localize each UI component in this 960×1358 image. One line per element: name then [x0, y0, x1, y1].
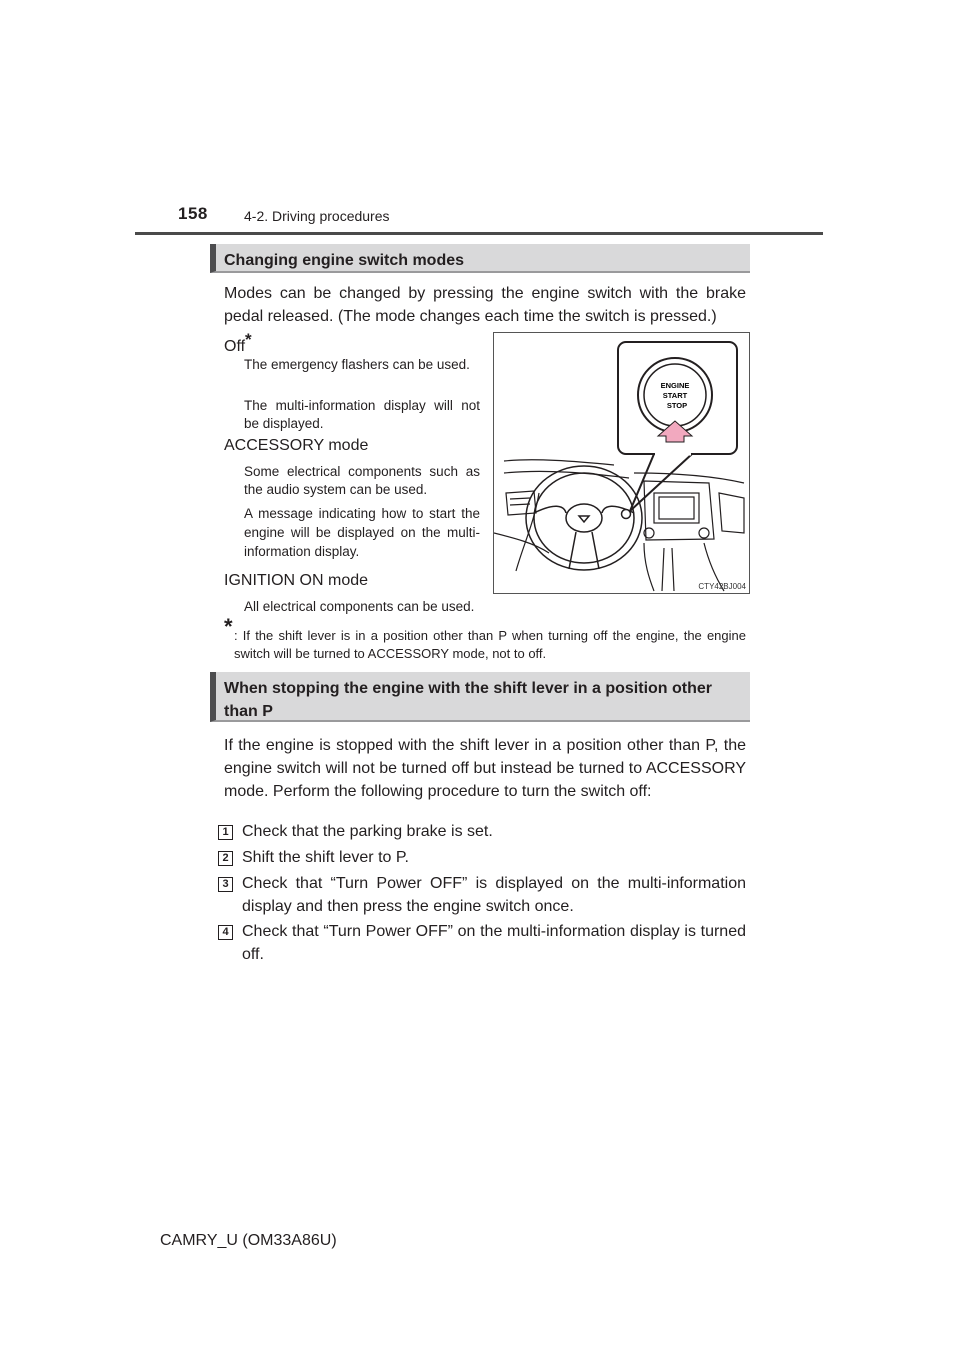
figure-code: CTY42BJ004	[698, 582, 746, 591]
footer-model-code: CAMRY_U (OM33A86U)	[160, 1232, 337, 1249]
section-heading-engine-switch-modes: Changing engine switch modes	[210, 244, 750, 273]
step-number-2: 2	[218, 851, 233, 866]
button-label-start: START	[662, 391, 688, 400]
asterisk-marker: *	[245, 330, 252, 349]
button-label-stop: STOP	[666, 401, 688, 410]
mode-title-off: Off*	[224, 330, 252, 355]
mode-off-desc-1: The emergency flashers can be used.	[244, 357, 470, 372]
mode-accessory-desc-2: A message indicating how to start the engine will be displayed on the multi-information display.	[244, 506, 480, 559]
section-label: 4-2. Driving procedures	[244, 208, 390, 224]
mode-title-ignition-on: IGNITION ON mode	[224, 572, 369, 589]
dashboard-illustration	[493, 332, 750, 594]
dashboard-lines	[494, 460, 744, 591]
step-text-1: Check that the parking brake is set.	[242, 823, 493, 840]
mode-ignition-on-desc: All electrical components can be used.	[244, 599, 475, 614]
section-heading-stopping-engine: When stopping the engine with the shift lever in a position other than P	[210, 672, 750, 722]
mode-off-desc-2: The multi-information display will not be displayed.	[244, 398, 480, 431]
mode-title-accessory: ACCESSORY mode	[224, 437, 369, 454]
footnote-text: : If the shift lever is in a position other than P when turning off the engine, the engine switch will be turned to ACCESSORY mode, not to off.	[234, 628, 746, 661]
step-text-2: Shift the shift lever to P.	[242, 849, 409, 866]
mode-accessory-desc-1: Some electrical components such as the audio system can be used.	[244, 464, 480, 497]
page-number: 158	[178, 204, 208, 223]
section2-intro: If the engine is stopped with the shift lever in a position other than P, the engine switch will not be turned off but instead be turned to ACCESSORY mode. Perform the following procedure to turn the switch off:	[224, 737, 746, 800]
section1-intro: Modes can be changed by pressing the engine switch with the brake pedal released. (The mode changes each time the switch is pressed.)	[224, 285, 746, 325]
footnote-asterisk: *	[224, 614, 233, 639]
button-label-engine: ENGINE	[660, 381, 690, 390]
dashboard-drawing	[494, 333, 749, 593]
step-number-1: 1	[218, 825, 233, 840]
step-text-3: Check that “Turn Power OFF” is displayed on the multi-information display and then press the engine switch once.	[242, 875, 746, 915]
step-number-3: 3	[218, 877, 233, 892]
step-text-4: Check that “Turn Power OFF” on the multi-information display is turned off.	[242, 923, 746, 963]
header-rule	[135, 232, 823, 235]
engine-switch-location	[622, 510, 631, 519]
step-number-4: 4	[218, 925, 233, 940]
